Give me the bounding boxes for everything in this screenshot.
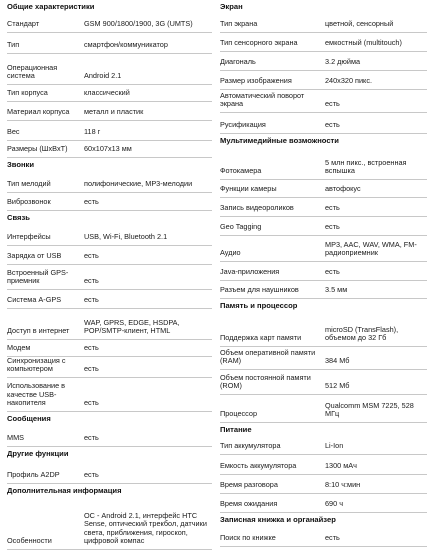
spec-row bbox=[220, 180, 427, 198]
spec-row bbox=[220, 33, 427, 52]
spec-section bbox=[220, 134, 427, 299]
spec-row bbox=[7, 265, 212, 290]
spec-value: есть bbox=[84, 251, 99, 261]
spec-label: Функции камеры bbox=[220, 184, 277, 194]
spec-value: 5 млн пикс., встроенная вспышка bbox=[325, 157, 407, 176]
spec-value: есть bbox=[84, 343, 99, 353]
spec-label: Зарядка от USB bbox=[7, 251, 62, 261]
spec-label: Аудио bbox=[220, 248, 241, 258]
spec-value: 512 Мб bbox=[325, 381, 350, 391]
spec-row bbox=[220, 236, 427, 262]
spec-value: 1300 мАч bbox=[325, 461, 357, 471]
spec-row bbox=[220, 90, 427, 113]
section-title: Звонки bbox=[7, 160, 35, 169]
spec-row bbox=[220, 16, 427, 33]
spec-section bbox=[7, 412, 212, 447]
spec-row bbox=[7, 309, 212, 340]
spec-row bbox=[220, 52, 427, 71]
spec-row bbox=[220, 494, 427, 513]
spec-label: Поиск по книжке bbox=[220, 533, 276, 543]
spec-value: классический bbox=[84, 88, 130, 98]
section-title: Память и процессор bbox=[220, 301, 298, 310]
spec-value: 118 г bbox=[84, 127, 101, 137]
spec-label: Размер изображения bbox=[220, 76, 292, 86]
spec-value: Li-Ion bbox=[325, 441, 344, 451]
spec-label: MMS bbox=[7, 433, 25, 443]
spec-row bbox=[220, 262, 427, 281]
spec-section bbox=[7, 447, 212, 484]
spec-row bbox=[7, 498, 212, 550]
spec-row bbox=[220, 395, 427, 423]
spec-value: ОС - Android 2.1, интерфейс HTC Sense, оптический трекбол, датчики света, приближения, гироскоп, цифровой компас bbox=[84, 510, 207, 546]
spec-label: Автоматический поворот экрана bbox=[220, 90, 305, 109]
spec-value: USB, Wi-Fi, Bluetooth 2.1 bbox=[84, 232, 168, 242]
spec-row bbox=[7, 33, 212, 54]
spec-label: Запись видеороликов bbox=[220, 203, 294, 213]
spec-label: Синхронизация с компьютером bbox=[7, 355, 66, 374]
spec-row bbox=[7, 16, 212, 33]
spec-label: Тип аккумулятора bbox=[220, 441, 281, 451]
spec-label: Профиль A2DP bbox=[7, 470, 60, 480]
spec-value: 8:10 ч:мин bbox=[325, 480, 361, 490]
spec-row bbox=[7, 141, 212, 158]
spec-value: есть bbox=[84, 197, 99, 207]
spec-label: Особенности bbox=[7, 536, 52, 546]
spec-value: есть bbox=[84, 295, 99, 305]
section-title: Питание bbox=[220, 425, 252, 434]
spec-row bbox=[220, 313, 427, 347]
spec-row bbox=[7, 357, 212, 378]
spec-label: Тип экрана bbox=[220, 19, 258, 29]
spec-value: есть bbox=[325, 120, 340, 130]
spec-value: автофокус bbox=[325, 184, 361, 194]
section-title: Мультимедийные возможности bbox=[220, 136, 339, 145]
spec-value: есть bbox=[325, 533, 340, 543]
spec-label: Операционная система bbox=[7, 62, 58, 81]
section-title: Экран bbox=[220, 2, 243, 11]
spec-value: есть bbox=[325, 267, 340, 277]
section-title: Дополнительная информация bbox=[7, 486, 122, 495]
spec-row bbox=[7, 426, 212, 447]
spec-row bbox=[7, 172, 212, 193]
spec-label: Емкость аккумулятора bbox=[220, 461, 297, 471]
spec-value: есть bbox=[84, 276, 99, 286]
spec-value: 60x107x13 мм bbox=[84, 144, 132, 154]
spec-row bbox=[220, 113, 427, 134]
spec-label: Разъем для наушников bbox=[220, 285, 299, 295]
spec-label: Виброзвонок bbox=[7, 197, 51, 207]
spec-row bbox=[220, 475, 427, 494]
spec-label: Интерфейсы bbox=[7, 232, 51, 242]
spec-label: Система A-GPS bbox=[7, 295, 62, 305]
spec-row bbox=[7, 225, 212, 246]
spec-value: есть bbox=[325, 203, 340, 213]
spec-value: 3.2 дюйма bbox=[325, 57, 361, 67]
spec-row bbox=[7, 378, 212, 412]
spec-value: есть bbox=[325, 99, 340, 109]
section-title: Записная книжка и органайзер bbox=[220, 515, 336, 524]
spec-row bbox=[7, 461, 212, 484]
spec-label: Поддержка карт памяти bbox=[220, 333, 302, 343]
spec-section bbox=[7, 484, 212, 550]
spec-row bbox=[220, 217, 427, 236]
spec-row bbox=[7, 246, 212, 265]
spec-value: есть bbox=[84, 364, 99, 374]
spec-label: Русификация bbox=[220, 120, 266, 130]
section-title: Общие характеристики bbox=[7, 2, 95, 11]
spec-value: есть bbox=[84, 398, 99, 408]
spec-value: металл и пластик bbox=[84, 107, 144, 117]
spec-section bbox=[220, 423, 427, 513]
spec-label: Java-приложения bbox=[220, 267, 280, 277]
spec-row bbox=[7, 85, 212, 102]
spec-label: Встроенный GPS-приемник bbox=[7, 267, 69, 286]
spec-row bbox=[220, 527, 427, 547]
spec-value: 240x320 пикс. bbox=[325, 76, 373, 86]
spec-section bbox=[7, 158, 212, 211]
spec-label: Вес bbox=[7, 127, 20, 137]
spec-value: есть bbox=[84, 470, 99, 480]
spec-value: MP3, AAC, WAV, WMA, FM-радиоприемник bbox=[325, 239, 417, 258]
spec-label: Доступ в интернет bbox=[7, 326, 70, 336]
spec-label: Фотокамера bbox=[220, 166, 262, 176]
spec-value: 690 ч bbox=[325, 499, 344, 509]
spec-label: Использование в качестве USB-накопителя bbox=[7, 381, 66, 408]
spec-section bbox=[7, 211, 212, 412]
spec-row bbox=[7, 121, 212, 141]
spec-label: Geo Tagging bbox=[220, 222, 262, 232]
spec-label: Тип bbox=[7, 40, 20, 50]
spec-value: microSD (TransFlash), объемом до 32 Гб bbox=[325, 324, 399, 343]
spec-value: цветной, сенсорный bbox=[325, 19, 394, 29]
spec-label: Стандарт bbox=[7, 19, 40, 29]
spec-row bbox=[220, 347, 427, 370]
spec-section bbox=[220, 299, 427, 423]
spec-label: Диагональ bbox=[220, 57, 256, 67]
spec-label: Тип сенсорного экрана bbox=[220, 38, 298, 48]
spec-value: смартфон/коммуникатор bbox=[84, 40, 168, 50]
spec-value: Qualcomm MSM 7225, 528 МГц bbox=[325, 400, 414, 419]
spec-label: Размеры (ШxВxТ) bbox=[7, 144, 68, 154]
spec-section bbox=[7, 0, 212, 158]
section-title: Связь bbox=[7, 213, 30, 222]
spec-row bbox=[220, 370, 427, 395]
spec-value: GSM 900/1800/1900, 3G (UMTS) bbox=[84, 19, 193, 29]
spec-label: Материал корпуса bbox=[7, 107, 70, 117]
spec-row bbox=[220, 437, 427, 455]
spec-label: Модем bbox=[7, 343, 31, 353]
spec-label: Объем оперативной памяти (RAM) bbox=[220, 347, 316, 366]
spec-section bbox=[220, 513, 427, 547]
spec-value: есть bbox=[84, 433, 99, 443]
spec-label: Тип мелодий bbox=[7, 179, 51, 189]
spec-row bbox=[7, 290, 212, 309]
spec-row bbox=[220, 148, 427, 180]
spec-value: полифонические, MP3-мелодии bbox=[84, 179, 193, 189]
spec-value: 3.5 мм bbox=[325, 285, 348, 295]
section-title: Другие функции bbox=[7, 449, 69, 458]
spec-row bbox=[220, 455, 427, 475]
spec-value: Android 2.1 bbox=[84, 71, 122, 81]
spec-row bbox=[7, 54, 212, 85]
spec-row bbox=[220, 281, 427, 299]
spec-section bbox=[220, 0, 427, 134]
spec-value: 384 Мб bbox=[325, 356, 350, 366]
spec-row bbox=[220, 198, 427, 217]
spec-value: WAP, GPRS, EDGE, HSDPA, POP/SMTP-клиент, HTML bbox=[84, 317, 180, 336]
spec-value: емкостный (multitouch) bbox=[325, 38, 402, 48]
section-title: Сообщения bbox=[7, 414, 51, 423]
spec-row bbox=[7, 193, 212, 211]
spec-label: Время ожидания bbox=[220, 499, 278, 509]
spec-row bbox=[220, 71, 427, 90]
spec-label: Тип корпуса bbox=[7, 88, 48, 98]
spec-label: Процессор bbox=[220, 409, 258, 419]
spec-value: есть bbox=[325, 222, 340, 232]
spec-label: Время разговора bbox=[220, 480, 278, 490]
spec-row bbox=[7, 102, 212, 121]
spec-label: Объем постоянной памяти (ROM) bbox=[220, 372, 311, 391]
spec-row bbox=[7, 340, 212, 357]
